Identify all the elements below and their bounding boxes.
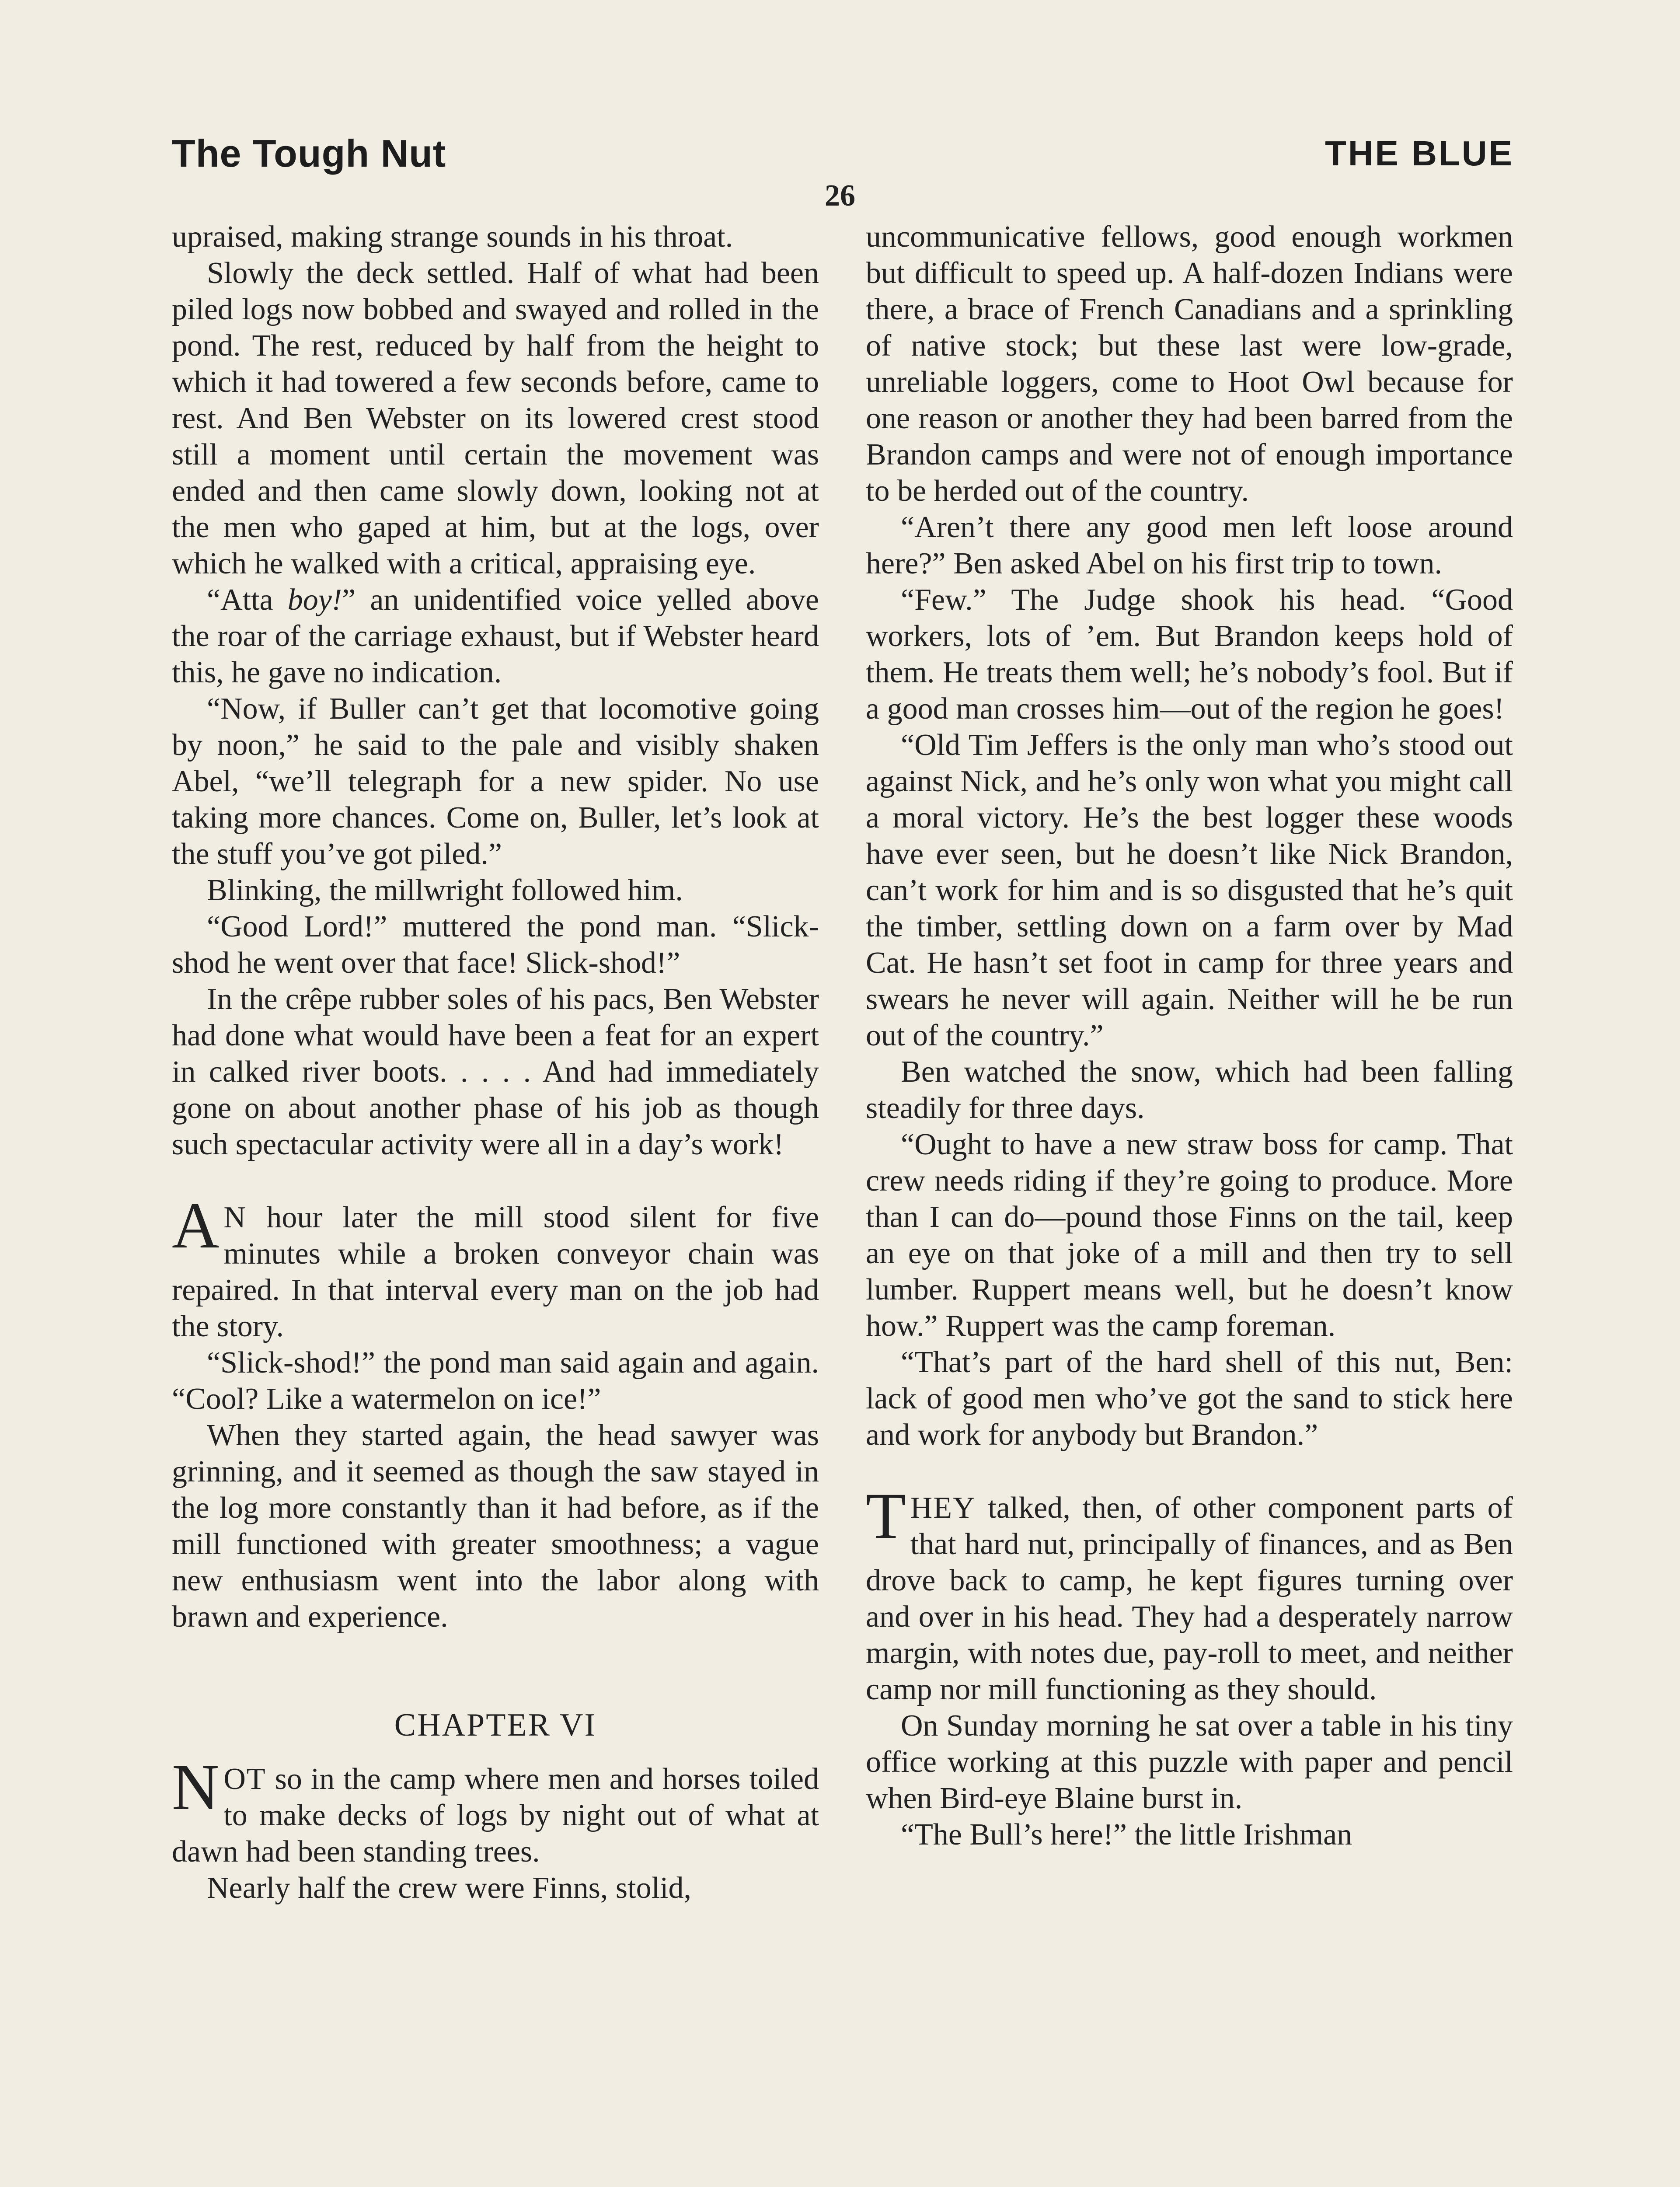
left-column [172,219,819,1906]
small-caps-text: N [223,1201,247,1234]
text-run: “Atta [207,583,288,617]
section-opening-paragraph [172,1189,819,1345]
paragraph: In the crêpe rubber soles of his pacs, Ben Webster had done what would have been a feat for an expert in calked river boots. . . . . And had immediately gone on about another phase of his job as though such spectacular activity were all in a day’s work! [172,982,819,1161]
small-caps-text: HEY [910,1491,976,1525]
chapter-heading: CHAPTER VI [394,1707,597,1743]
italic-text: boy! [287,583,342,617]
paragraph: “Aren’t there any good men left loose around here?” Ben asked Abel on his first trip to town. [866,510,1513,580]
paragraph: “Slick-shod!” the pond man said again and again. “Cool? Like a watermelon on ice!” [172,1346,819,1416]
chapter-opening-paragraph [172,1751,819,1870]
text-run: ” an unidentified voice yelled above the roar of the carriage exhaust, but if Webster heard this, he gave no indication. [172,583,819,689]
page-number: 26 [825,179,855,213]
paragraph: “Now, if Buller can’t get that locomotive going by noon,” he said to the pale and visibly shaken Abel, “we’ll telegraph for a new spider. No use taking more chances. Come on, Buller, let’s look at the stuff you’ve got piled.” [172,692,819,871]
text-run: hour later the mill stood silent for five minutes while a broken conveyor chain was repaired. In that interval every man on the job had the story. [172,1201,819,1343]
paragraph: On Sunday morning he sat over a table in his tiny office working at this puzzle with paper and pencil when Bird-eye Blaine burst in. [866,1709,1513,1815]
paragraph: uncommunicative fellows, good enough workmen but difficult to speed up. A half-dozen Indians were there, a brace of French Canadians and a sprinkling of native stock; but these last were low-grade, unreliable loggers, come to Hoot Owl because for one reason or another they had been barred from the Brandon camps and were not of enough importance to be herded out of the country. [866,220,1513,508]
drop-cap: N [172,1751,220,1824]
small-caps-text: OT [223,1762,266,1796]
paragraph: “Good Lord!” muttered the pond man. “Slick-shod he went over that face! Slick-shod!” [172,910,819,980]
paragraph: When they started again, the head sawyer was grinning, and it seemed as though the saw stayed in the log more constantly than it had before, as if the mill functioned with greater smoothness; a vague new enthusiasm went into the labor along with brawn and experience. [172,1418,819,1634]
header-title-right: THE BLUE [1325,134,1514,173]
paragraph: “Ought to have a new straw boss for camp. That crew needs riding if they’re going to produce. More than I can do—pound those Finns on the tail, keep an eye on that joke of a mill and then try to sell lumber. Ruppert means well, but he doesn’t know how.” Ruppert was the camp foreman. [866,1128,1513,1343]
text-run: talked, then, of other component parts of that hard nut, principally of finances, and as Ben drove back to camp, he kept figures turning over and over in his head. They had a desperately narrow margin, with notes due, pay-roll to meet, and neither camp nor mill functioning as they should. [866,1491,1513,1706]
paragraph: Ben watched the snow, which had been falling steadily for three days. [866,1055,1513,1125]
paragraph: “Old Tim Jeffers is the only man who’s stood out against Nick, and he’s only won what you might call a moral victory. He’s the best logger these woods have ever seen, but he doesn’t like Nick Brandon, can’t work for him and is so disgusted that he’s quit the timber, settling down on a farm over by Mad Cat. He hasn’t set foot in camp for three years and swears he never will again. Neither will he be run out of the country.” [866,728,1513,1052]
drop-cap: A [172,1189,220,1262]
paragraph: Slowly the deck settled. Half of what had been piled logs now bobbed and swayed and rolled in the pond. The rest, reduced by half from the height to which it had towered a few seconds before, came to rest. And Ben Webster on its lowered crest stood still a moment until certain the movement was ended and then came slowly down, looking not at the men who gaped at him, but at the logs, over which he walked with a critical, appraising eye. [172,256,819,580]
paragraph: upraised, making strange sounds in his throat. [172,220,733,254]
paragraph: Blinking, the millwright followed him. [207,873,683,907]
paragraph: Nearly half the crew were Finns, stolid, [207,1871,692,1905]
text-run: so in the camp where men and horses toiled to make decks of logs by night out of what at dawn had been standing trees. [172,1762,819,1869]
paragraph: “The Bull’s here!” the little Irishman [901,1818,1352,1852]
right-column [866,219,1513,1853]
section-opening-paragraph [866,1480,1513,1708]
paragraph: “Few.” The Judge shook his head. “Good workers, lots of ’em. But Brandon keeps hold of them. He treats them well; he’s nobody’s fool. But if a good man crosses him—out of the region he goes! [866,583,1513,726]
paragraph: “That’s part of the hard shell of this nut, Ben: lack of good men who’ve got the sand to stick here and work for anybody but Brandon.” [866,1345,1513,1452]
drop-cap: T [866,1480,906,1552]
paragraph [172,582,819,691]
header-title-left: The Tough Nut [172,132,446,175]
